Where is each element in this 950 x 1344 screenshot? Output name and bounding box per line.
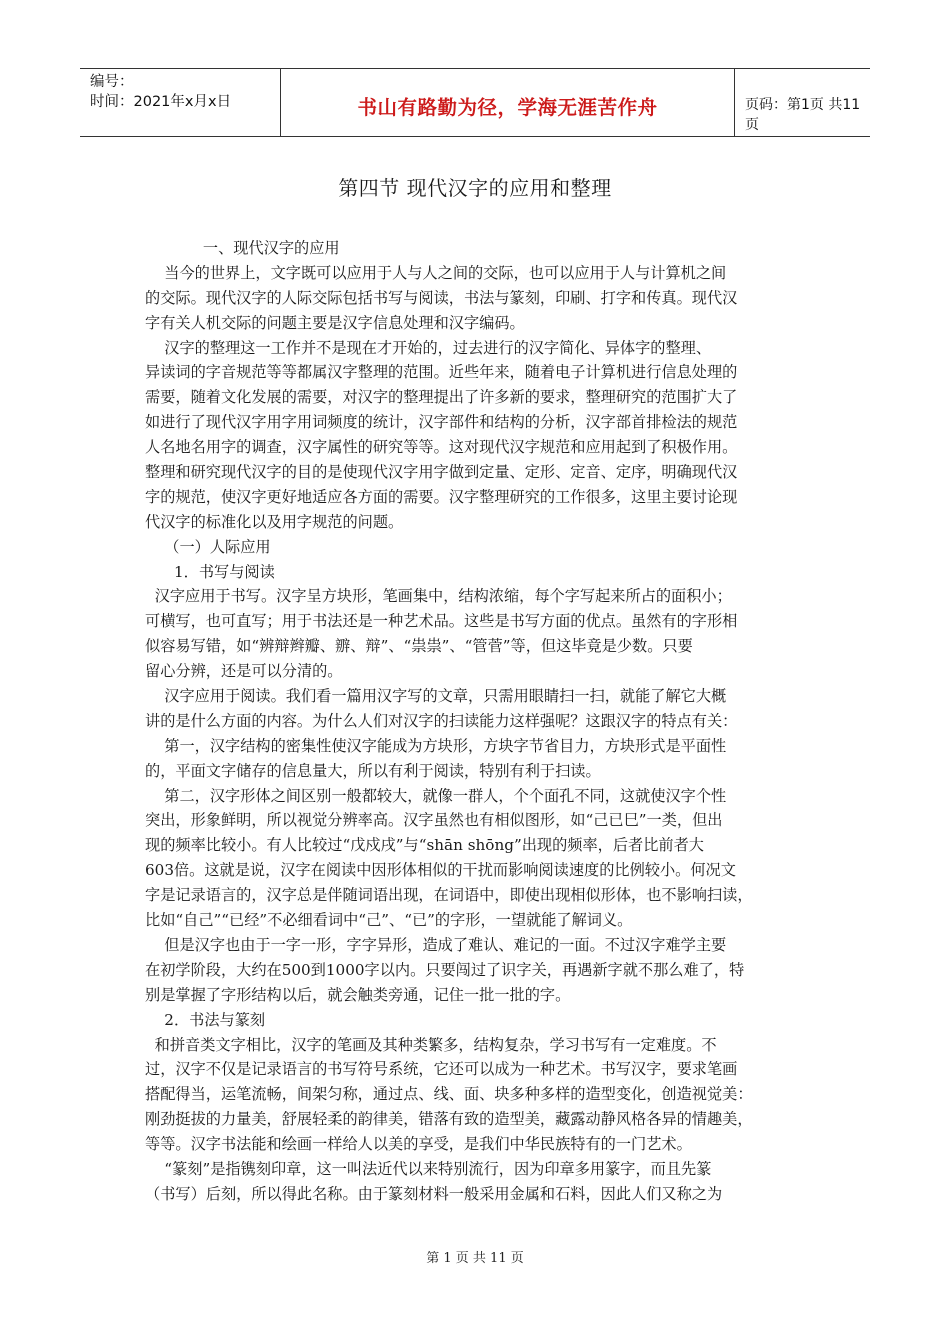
text-line: 刚劲挺拔的力量美，舒展轻柔的韵律美，错落有致的造型美，藏露动静风格各异的情趣美， [145, 1110, 753, 1129]
header-page-cell [735, 69, 870, 136]
text-line: 人名地名用字的调查，汉字属性的研究等等。这对现代汉字规范和应用起到了积极作用。 [145, 438, 738, 457]
text-line: 汉字的整理这一工作并不是现在才开始的，过去进行的汉字简化、异体字的整理、 [145, 338, 712, 357]
document-number-label: 编号： [90, 74, 134, 90]
text-line: 汉字应用于书写。汉字呈方块形，笔画集中，结构浓缩，每个字写起来所占的面积小； [145, 587, 732, 606]
text-line: 和拼音类文字相比，汉字的笔画及其种类繁多，结构复杂，学习书写有一定难度。不 [145, 1035, 717, 1054]
text-line: 603倍。这就是说，汉字在阅读中因形体相似的干扰而影响阅读速度的比例较小。何况文 [145, 861, 736, 880]
text-line: 过，汉字不仅是记录语言的书写符号系统，它还可以成为一种艺术。书写汉字，要求笔画 [145, 1060, 738, 1079]
text-line: 讲的是什么方面的内容。为什么人们对汉字的扫读能力这样强呢？这跟汉字的特点有关： [145, 711, 738, 730]
text-line: 2．书法与篆刻 [145, 1010, 266, 1029]
text-line: （书写）后刻，所以得此名称。由于篆刻材料一般采用金属和石料，因此人们又称之为 [145, 1184, 723, 1203]
header-meta-cell [80, 69, 280, 136]
text-line: 的，平面文字储存的信息量大，所以有利于阅读，特别有利于扫读。 [145, 761, 601, 780]
text-line: 但是汉字也由于一字一形，字字异形，造成了难认、难记的一面。不过汉字难学主要 [145, 935, 727, 954]
text-line: 似容易写错，如“辨辩辫瓣、辧、辩”、“祟祟”、“管菅”等，但这毕竟是少数。只要 [145, 637, 693, 656]
text-line: 字有关人机交际的问题主要是汉字信息处理和汉字编码。 [145, 313, 525, 332]
text-line: 如进行了现代汉字用字用词频度的统计，汉字部件和结构的分析，汉字部首排检法的规范 [145, 413, 738, 432]
text-line: 当今的世界上，文字既可以应用于人与人之间的交际，也可以应用于人与计算机之间 [145, 263, 727, 282]
text-line: 字的规范，使汉字更好地适应各方面的需要。汉字整理研究的工作很多，这里主要讨论现 [145, 487, 738, 506]
text-line: 字是记录语言的，汉字总是伴随词语出现，在词语中，即使出现相似形体，也不影响扫读， [145, 886, 753, 905]
text-line: 现的频率比较小。有人比较过“戊戍戌”与“shān shōng”出现的频率，后者比前者大 [145, 836, 704, 855]
header-motto: 书山有路勤为径，学海无涯苦作舟 [357, 96, 658, 119]
text-line: 比如“自己”“已经”不必细看词中“己”、“已”的字形，一望就能了解词义。 [145, 911, 633, 930]
header-page-info: 页码：第1页 共11页 [745, 97, 861, 133]
text-line: 在初学阶段，大约在500到1000字以内。只要闯过了识字关，再遇新字就不那么难了，特 [145, 960, 745, 979]
text-line: “篆刻”是指镌刻印章，这一叫法近代以来特别流行，因为印章多用篆字，而且先篆 [145, 1159, 712, 1178]
text-line: 异读词的字音规范等等都属汉字整理的范围。近些年来，随着电子计算机进行信息处理的 [145, 363, 738, 382]
text-line: 汉字应用于阅读。我们看一篇用汉字写的文章，只需用眼睛扫一扫，就能了解它大概 [145, 687, 727, 706]
page-footer: 第 1 页 共 11 页 [426, 1251, 524, 1266]
text-line: 别是掌握了字形结构以后，就会触类旁通，记住一批一批的字。 [145, 985, 571, 1004]
header-motto-cell [280, 69, 735, 136]
text-line: 可横写，也可直写；用于书法还是一种艺术品。这些是书写方面的优点。虽然有的字形相 [145, 612, 738, 631]
text-line: （一）人际应用 [145, 537, 271, 556]
text-line: 第二，汉字形体之间区别一般都较大，就像一群人，个个面孔不同，这就使汉字个性 [145, 786, 727, 805]
text-line: 的交际。现代汉字的人际交际包括书写与阅读，书法与篆刻，印刷、打字和传真。现代汉 [145, 288, 738, 307]
section-title: 第四节 现代汉字的应用和整理 [338, 176, 612, 200]
text-line: 突出，形象鲜明，所以视觉分辨率高。汉字虽然也有相似图形，如“己已巳”一类，但出 [145, 811, 723, 830]
text-line: 需要，随着文化发展的需要，对汉字的整理提出了许多新的要求，整理研究的范围扩大了 [145, 388, 738, 407]
body-text [145, 236, 810, 1207]
header-table [80, 68, 870, 137]
document-date: 时间：2021年x月x日 [90, 94, 232, 110]
text-line: 代汉字的标准化以及用字规范的问题。 [145, 512, 404, 531]
text-line: 等等。汉字书法能和绘画一样给人以美的享受，是我们中华民族特有的一门艺术。 [145, 1135, 692, 1154]
text-line: 1．书写与阅读 [145, 562, 275, 581]
text-line: 一、现代汉字的应用 [145, 239, 340, 257]
text-line: 第一，汉字结构的密集性使汉字能成为方块形，方块字节省目力，方块形式是平面性 [145, 736, 727, 755]
text-line: 整理和研究现代汉字的目的是使现代汉字用字做到定量、定形、定音、定序，明确现代汉 [145, 463, 738, 482]
text-line: 留心分辨，还是可以分清的。 [145, 662, 343, 681]
text-line: 搭配得当，运笔流畅，间架匀称，通过点、线、面、块多种多样的造型变化，创造视觉美： [145, 1085, 753, 1104]
